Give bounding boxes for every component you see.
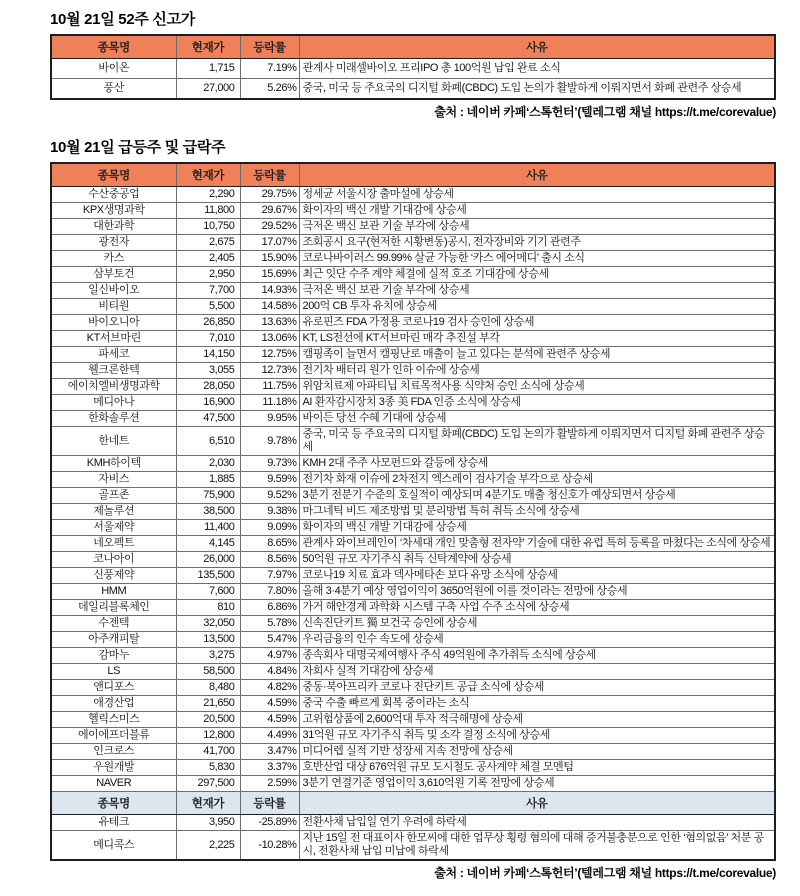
table-row bbox=[51, 187, 775, 203]
reason-cell: 전기차 화재 이슈에 2차전지 엑스레이 검사기술 부각으로 상승세 bbox=[299, 472, 775, 488]
reason-cell: 우리금융의 인수 속도에 상승세 bbox=[299, 632, 775, 648]
price-cell: 4,145 bbox=[176, 536, 240, 552]
price-cell: 26,000 bbox=[176, 552, 240, 568]
stock-name-cell: 애경산업 bbox=[51, 696, 176, 712]
reason-cell: 올해 3·4분기 예상 영업이익이 3650억원에 이를 것이라는 전망에 상승세 bbox=[299, 584, 775, 600]
stock-name-cell: 헬릭스미스 bbox=[51, 712, 176, 728]
change-cell: 29.52% bbox=[240, 219, 299, 235]
table-row bbox=[51, 395, 775, 411]
price-cell: 58,500 bbox=[176, 664, 240, 680]
price-cell: 16,900 bbox=[176, 395, 240, 411]
price-cell: 3,275 bbox=[176, 648, 240, 664]
change-cell: 11.75% bbox=[240, 379, 299, 395]
change-cell: 4.82% bbox=[240, 680, 299, 696]
stock-name-cell: 비티원 bbox=[51, 299, 176, 315]
change-cell: 4.97% bbox=[240, 648, 299, 664]
table-row bbox=[51, 744, 775, 760]
column-header-price: 현재가 bbox=[176, 35, 240, 59]
table-row bbox=[51, 235, 775, 251]
section-title-movers: 10월 21일 급등주 및 급락주 bbox=[50, 139, 226, 156]
change-cell: 9.59% bbox=[240, 472, 299, 488]
reason-cell: 중국, 미국 등 주요국의 디지털 화폐(CBDC) 도입 논의가 활발하게 이뤄지면서 화폐 관련주 상승세 bbox=[299, 79, 775, 100]
table-row bbox=[51, 363, 775, 379]
reason-cell: 유로핀즈 FDA 가정용 코로나19 검사 승인에 상승세 bbox=[299, 315, 775, 331]
price-cell: 10,750 bbox=[176, 219, 240, 235]
price-cell: 38,500 bbox=[176, 504, 240, 520]
stock-name-cell: 데일리블록체인 bbox=[51, 600, 176, 616]
price-cell: 12,800 bbox=[176, 728, 240, 744]
stock-name-cell: 에이에프더블류 bbox=[51, 728, 176, 744]
price-cell: 1,715 bbox=[176, 59, 240, 79]
change-cell: 12.75% bbox=[240, 347, 299, 363]
stock-name-cell: 바이온 bbox=[51, 59, 176, 79]
table-row bbox=[51, 831, 775, 861]
table-row bbox=[51, 251, 775, 267]
table-row bbox=[51, 616, 775, 632]
stock-name-cell: KPX생명과학 bbox=[51, 203, 176, 219]
price-cell: 32,050 bbox=[176, 616, 240, 632]
price-cell: 75,900 bbox=[176, 488, 240, 504]
price-cell: 297,500 bbox=[176, 776, 240, 792]
change-cell: 29.67% bbox=[240, 203, 299, 219]
change-cell: 7.80% bbox=[240, 584, 299, 600]
change-cell: 12.73% bbox=[240, 363, 299, 379]
column-header-change: 등락률 bbox=[240, 35, 299, 59]
change-cell: -10.28% bbox=[240, 831, 299, 861]
price-cell: 28,050 bbox=[176, 379, 240, 395]
change-cell: 15.90% bbox=[240, 251, 299, 267]
table-row bbox=[51, 379, 775, 395]
table-row bbox=[51, 552, 775, 568]
reason-cell: 최근 잇단 수주 계약 체결에 실적 호조 기대감에 상승세 bbox=[299, 267, 775, 283]
reason-cell: 호반산업 대상 676억원 규모 도시철도 공사계약 체결 모멘텀 bbox=[299, 760, 775, 776]
losers-body bbox=[51, 815, 775, 861]
change-cell: 3.47% bbox=[240, 744, 299, 760]
column-header-reason: 사유 bbox=[299, 163, 775, 187]
table-row bbox=[51, 520, 775, 536]
table-row bbox=[51, 712, 775, 728]
table-52week-high bbox=[50, 34, 776, 100]
table-row bbox=[51, 472, 775, 488]
price-cell: 5,500 bbox=[176, 299, 240, 315]
reason-cell: 캠핑족이 늘면서 캠핑난로 매출이 늘고 있다는 분석에 관련주 상승세 bbox=[299, 347, 775, 363]
stock-name-cell: 일신바이오 bbox=[51, 283, 176, 299]
price-cell: 14,150 bbox=[176, 347, 240, 363]
table-row bbox=[51, 79, 775, 100]
stock-name-cell: 메디아나 bbox=[51, 395, 176, 411]
reason-cell: 31억원 규모 자기주식 취득 및 소각 결정 소식에 상승세 bbox=[299, 728, 775, 744]
section-title-52week-high: 10월 21일 52주 신고가 bbox=[50, 11, 195, 28]
reason-cell: 바이든 당선 수혜 기대에 상승세 bbox=[299, 411, 775, 427]
reason-cell: 화이자의 백신 개발 기대감에 상승세 bbox=[299, 520, 775, 536]
price-cell: 11,400 bbox=[176, 520, 240, 536]
change-cell: 8.65% bbox=[240, 536, 299, 552]
table-header-row bbox=[51, 163, 775, 187]
change-cell: 3.37% bbox=[240, 760, 299, 776]
change-cell: 4.59% bbox=[240, 712, 299, 728]
stock-name-cell: NAVER bbox=[51, 776, 176, 792]
change-cell: 14.93% bbox=[240, 283, 299, 299]
price-cell: 47,500 bbox=[176, 411, 240, 427]
table-row bbox=[51, 648, 775, 664]
price-cell: 13,500 bbox=[176, 632, 240, 648]
table-row bbox=[51, 283, 775, 299]
stock-name-cell: 골프존 bbox=[51, 488, 176, 504]
gainers-body bbox=[51, 187, 775, 792]
column-header-reason: 사유 bbox=[299, 792, 775, 815]
change-cell: -25.89% bbox=[240, 815, 299, 831]
stock-name-cell: HMM bbox=[51, 584, 176, 600]
reason-cell: 관계사 와이브레인이 ‘차세대 개인 맞춤형 전자약’ 기술에 대한 유럽 특허 등록을 마쳤다는 소식에 상승세 bbox=[299, 536, 775, 552]
table-row bbox=[51, 728, 775, 744]
reason-cell: KMH 2대 주주 사모펀드와 갈등에 상승세 bbox=[299, 456, 775, 472]
price-cell: 2,405 bbox=[176, 251, 240, 267]
change-cell: 17.07% bbox=[240, 235, 299, 251]
price-cell: 810 bbox=[176, 600, 240, 616]
stock-name-cell: 웰크론한텍 bbox=[51, 363, 176, 379]
stock-name-cell: 카스 bbox=[51, 251, 176, 267]
table-row bbox=[51, 696, 775, 712]
change-cell: 9.52% bbox=[240, 488, 299, 504]
price-cell: 20,500 bbox=[176, 712, 240, 728]
stock-name-cell: 코나아이 bbox=[51, 552, 176, 568]
stock-name-cell: 우원개발 bbox=[51, 760, 176, 776]
change-cell: 2.59% bbox=[240, 776, 299, 792]
stock-name-cell: 수산중공업 bbox=[51, 187, 176, 203]
table-row bbox=[51, 504, 775, 520]
price-cell: 5,830 bbox=[176, 760, 240, 776]
stock-name-cell: 삼부토건 bbox=[51, 267, 176, 283]
reason-cell: 3분기 전분기 수준의 호실적이 예상되며 4분기도 매출 청신호가 예상되면서 상승세 bbox=[299, 488, 775, 504]
price-cell: 3,950 bbox=[176, 815, 240, 831]
price-cell: 2,290 bbox=[176, 187, 240, 203]
source-line-top: 출처 : 네이버 카페‘스톡헌터’(텔레그램 채널 https://t.me/corevalue) bbox=[434, 105, 776, 119]
price-cell: 2,030 bbox=[176, 456, 240, 472]
change-cell: 13.06% bbox=[240, 331, 299, 347]
reason-cell: 중국 수출 빠르게 회복 중이라는 소식 bbox=[299, 696, 775, 712]
stock-name-cell: 감마누 bbox=[51, 648, 176, 664]
change-cell: 4.49% bbox=[240, 728, 299, 744]
column-header-name: 종목명 bbox=[51, 163, 176, 187]
price-cell: 7,700 bbox=[176, 283, 240, 299]
stock-name-cell: 유테크 bbox=[51, 815, 176, 831]
stock-name-cell: 바이오니아 bbox=[51, 315, 176, 331]
price-cell: 2,225 bbox=[176, 831, 240, 861]
column-header-change: 등락률 bbox=[240, 163, 299, 187]
price-cell: 2,675 bbox=[176, 235, 240, 251]
table-row bbox=[51, 219, 775, 235]
losers-header-row bbox=[51, 792, 775, 815]
table-row bbox=[51, 536, 775, 552]
source-line-bottom: 출처 : 네이버 카페‘스톡헌터’(텔레그램 채널 https://t.me/corevalue) bbox=[434, 866, 776, 880]
change-cell: 5.47% bbox=[240, 632, 299, 648]
price-cell: 26,850 bbox=[176, 315, 240, 331]
reason-cell: 신속진단키트 獨 보건국 승인에 상승세 bbox=[299, 616, 775, 632]
reason-cell: 정세균 서울시장 출마설에 상승세 bbox=[299, 187, 775, 203]
change-cell: 4.59% bbox=[240, 696, 299, 712]
table-row bbox=[51, 347, 775, 363]
change-cell: 11.18% bbox=[240, 395, 299, 411]
change-cell: 15.69% bbox=[240, 267, 299, 283]
price-cell: 41,700 bbox=[176, 744, 240, 760]
stock-report-page bbox=[0, 8, 800, 896]
column-header-reason: 사유 bbox=[299, 35, 775, 59]
price-cell: 27,000 bbox=[176, 79, 240, 100]
reason-cell: 중국, 미국 등 주요국의 디지털 화폐(CBDC) 도입 논의가 활발하게 이뤄지면서 디지털 화폐 관련주 상승세 bbox=[299, 427, 775, 456]
reason-cell: 3분기 연결기준 영업이익 3,610억원 기록 전망에 상승세 bbox=[299, 776, 775, 792]
stock-name-cell: KMH하이텍 bbox=[51, 456, 176, 472]
reason-cell: 자회사 실적 기대감에 상승세 bbox=[299, 664, 775, 680]
price-cell: 3,055 bbox=[176, 363, 240, 379]
stock-name-cell: 파세코 bbox=[51, 347, 176, 363]
price-cell: 7,010 bbox=[176, 331, 240, 347]
table-row bbox=[51, 456, 775, 472]
price-cell: 6,510 bbox=[176, 427, 240, 456]
change-cell: 29.75% bbox=[240, 187, 299, 203]
change-cell: 9.38% bbox=[240, 504, 299, 520]
stock-name-cell: 에이치엘비생명과학 bbox=[51, 379, 176, 395]
stock-name-cell: 자비스 bbox=[51, 472, 176, 488]
price-cell: 21,650 bbox=[176, 696, 240, 712]
stock-name-cell: 풍산 bbox=[51, 79, 176, 100]
table-row bbox=[51, 568, 775, 584]
stock-name-cell: 서울제약 bbox=[51, 520, 176, 536]
column-header-price: 현재가 bbox=[176, 163, 240, 187]
reason-cell: 화이자의 백신 개발 기대감에 상승세 bbox=[299, 203, 775, 219]
table-row bbox=[51, 267, 775, 283]
table-row bbox=[51, 331, 775, 347]
reason-cell: KT, LS전선에 KT서브마린 매각 추진설 부각 bbox=[299, 331, 775, 347]
reason-cell: 고위험상품에 2,600억대 투자 적극해명에 상승세 bbox=[299, 712, 775, 728]
stock-name-cell: 앤디포스 bbox=[51, 680, 176, 696]
column-header-price: 현재가 bbox=[176, 792, 240, 815]
reason-cell: 마그네틱 비드 제조방법 및 분리방법 특허 취득 소식에 상승세 bbox=[299, 504, 775, 520]
column-header-name: 종목명 bbox=[51, 792, 176, 815]
table-row bbox=[51, 299, 775, 315]
reason-cell: 지난 15일 전 대표이사 한모씨에 대한 업무상 횡령 혐의에 대해 증거불충분으로 인한 ‘혐의없음’ 처분 공시, 전환사채 납입 미납에 하락세 bbox=[299, 831, 775, 861]
reason-cell: 전기차 배터리 원가 인하 이슈에 상승세 bbox=[299, 363, 775, 379]
price-cell: 11,800 bbox=[176, 203, 240, 219]
reason-cell: 중동·북아프리카 코로나 진단키트 공급 소식에 상승세 bbox=[299, 680, 775, 696]
price-cell: 7,600 bbox=[176, 584, 240, 600]
stock-name-cell: 인크로스 bbox=[51, 744, 176, 760]
reason-cell: 미디어렙 실적 기반 성장세 지속 전망에 상승세 bbox=[299, 744, 775, 760]
table-header-row bbox=[51, 35, 775, 59]
column-header-change: 등락률 bbox=[240, 792, 299, 815]
reason-cell: 코로나바이러스 99.99% 살균 가능한 ‘카스 에어메디’ 출시 소식 bbox=[299, 251, 775, 267]
change-cell: 5.78% bbox=[240, 616, 299, 632]
change-cell: 9.73% bbox=[240, 456, 299, 472]
table-row bbox=[51, 411, 775, 427]
change-cell: 9.09% bbox=[240, 520, 299, 536]
table-row bbox=[51, 600, 775, 616]
reason-cell: 50억원 규모 자기주식 취득 신탁계약에 상승세 bbox=[299, 552, 775, 568]
reason-cell: 전환사채 납입일 연기 우려에 하락세 bbox=[299, 815, 775, 831]
table-row bbox=[51, 315, 775, 331]
reason-cell: 위암치료제 아파티닙 치료목적사용 식약처 승인 소식에 상승세 bbox=[299, 379, 775, 395]
change-cell: 13.63% bbox=[240, 315, 299, 331]
price-cell: 135,500 bbox=[176, 568, 240, 584]
change-cell: 7.19% bbox=[240, 59, 299, 79]
reason-cell: 종속회사 대명국제여행사 주식 49억원에 추가취득 소식에 상승세 bbox=[299, 648, 775, 664]
reason-cell: AI 환자감시장치 3종 美 FDA 인증 소식에 상승세 bbox=[299, 395, 775, 411]
table-row bbox=[51, 59, 775, 79]
reason-cell: 관계사 미래셀바이오 프리IPO 총 100억원 납입 완료 소식 bbox=[299, 59, 775, 79]
stock-name-cell: 제놀루션 bbox=[51, 504, 176, 520]
price-cell: 8,480 bbox=[176, 680, 240, 696]
price-cell: 2,950 bbox=[176, 267, 240, 283]
stock-name-cell: 아주캐피탈 bbox=[51, 632, 176, 648]
table-row bbox=[51, 203, 775, 219]
stock-name-cell: 신풍제약 bbox=[51, 568, 176, 584]
reason-cell: 가거 해안경계 과학화 시스템 구축 사업 수주 소식에 상승세 bbox=[299, 600, 775, 616]
stock-name-cell: 네오펙트 bbox=[51, 536, 176, 552]
change-cell: 7.97% bbox=[240, 568, 299, 584]
change-cell: 5.26% bbox=[240, 79, 299, 100]
table-row bbox=[51, 760, 775, 776]
change-cell: 6.86% bbox=[240, 600, 299, 616]
reason-cell: 조회공시 요구(현저한 시황변동)공시, 전자장비와 기기 관련주 bbox=[299, 235, 775, 251]
stock-name-cell: KT서브마린 bbox=[51, 331, 176, 347]
table-row bbox=[51, 815, 775, 831]
reason-cell: 극저온 백신 보관 기술 부각에 상승세 bbox=[299, 283, 775, 299]
change-cell: 4.84% bbox=[240, 664, 299, 680]
stock-name-cell: 수젠텍 bbox=[51, 616, 176, 632]
table-movers bbox=[50, 162, 776, 861]
change-cell: 9.78% bbox=[240, 427, 299, 456]
column-header-name: 종목명 bbox=[51, 35, 176, 59]
reason-cell: 200억 CB 투자 유치에 상승세 bbox=[299, 299, 775, 315]
change-cell: 8.56% bbox=[240, 552, 299, 568]
table-row bbox=[51, 584, 775, 600]
stock-name-cell: 메디콕스 bbox=[51, 831, 176, 861]
table-row bbox=[51, 488, 775, 504]
table-row bbox=[51, 632, 775, 648]
table-row bbox=[51, 664, 775, 680]
table-row bbox=[51, 776, 775, 792]
change-cell: 14.58% bbox=[240, 299, 299, 315]
table-row bbox=[51, 680, 775, 696]
price-cell: 1,885 bbox=[176, 472, 240, 488]
reason-cell: 극저온 백신 보관 기술 부각에 상승세 bbox=[299, 219, 775, 235]
stock-name-cell: 한화솔루션 bbox=[51, 411, 176, 427]
reason-cell: 코로나19 치료 효과 덱사메타손 보다 유망 소식에 상승세 bbox=[299, 568, 775, 584]
table-row bbox=[51, 427, 775, 456]
stock-name-cell: 광전자 bbox=[51, 235, 176, 251]
stock-name-cell: 대한과학 bbox=[51, 219, 176, 235]
stock-name-cell: LS bbox=[51, 664, 176, 680]
stock-name-cell: 한네트 bbox=[51, 427, 176, 456]
change-cell: 9.95% bbox=[240, 411, 299, 427]
